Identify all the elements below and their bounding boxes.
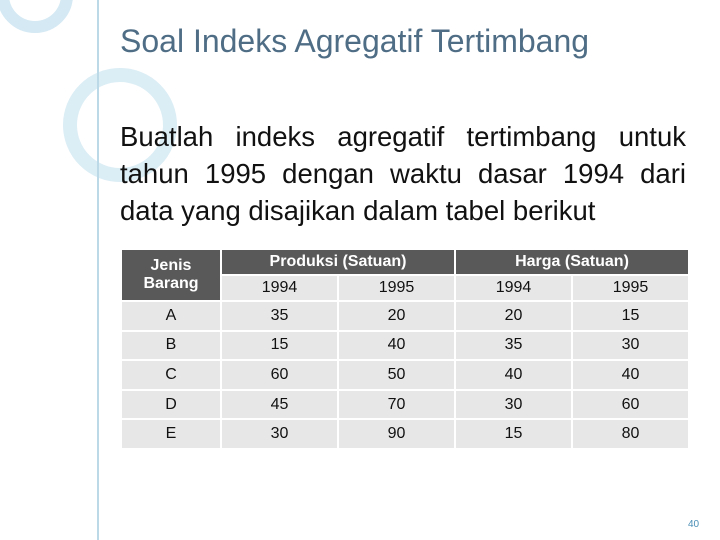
table-row <box>122 420 688 448</box>
year-cell: 1995 <box>573 276 688 300</box>
table-cell: 15 <box>456 420 571 448</box>
table-cell: 50 <box>339 361 454 389</box>
table-cell: 30 <box>573 332 688 360</box>
table-cell: 60 <box>573 391 688 419</box>
table-cell: 20 <box>339 302 454 330</box>
table-cell: 80 <box>573 420 688 448</box>
table-cell: 90 <box>339 420 454 448</box>
table-cell: 35 <box>222 302 337 330</box>
header-jenis-barang: Jenis Barang <box>122 250 220 300</box>
table-cell: 30 <box>222 420 337 448</box>
table-cell: E <box>122 420 220 448</box>
year-cell: 1994 <box>456 276 571 300</box>
table-cell: 35 <box>456 332 571 360</box>
table-header-row <box>122 250 688 274</box>
table-cell: 40 <box>456 361 571 389</box>
table-cell: B <box>122 332 220 360</box>
year-cell: 1994 <box>222 276 337 300</box>
header-produksi: Produksi (Satuan) <box>222 250 454 274</box>
table-row <box>122 391 688 419</box>
table-cell: A <box>122 302 220 330</box>
table-row <box>122 332 688 360</box>
table-cell: 45 <box>222 391 337 419</box>
table-cell: 20 <box>456 302 571 330</box>
table-cell: 70 <box>339 391 454 419</box>
table-cell: 40 <box>573 361 688 389</box>
table-cell: 15 <box>222 332 337 360</box>
problem-text: Buatlah indeks agregatif tertimbang untuk tahun 1995 dengan waktu dasar 1994 dari data yang disajikan dalam tabel berikut <box>120 121 686 226</box>
page-number: 40 <box>688 519 700 530</box>
table-cell: D <box>122 391 220 419</box>
deco-ring-top <box>3 0 67 27</box>
year-cell: 1995 <box>339 276 454 300</box>
header-harga: Harga (Satuan) <box>456 250 688 274</box>
table-row <box>122 361 688 389</box>
data-table <box>120 248 690 450</box>
table-cell: 15 <box>573 302 688 330</box>
table-cell: 30 <box>456 391 571 419</box>
table-cell: C <box>122 361 220 389</box>
table-cell: 60 <box>222 361 337 389</box>
slide-title: Soal Indeks Agregatif Tertimbang <box>120 23 590 59</box>
table-cell: 40 <box>339 332 454 360</box>
table-row <box>122 302 688 330</box>
